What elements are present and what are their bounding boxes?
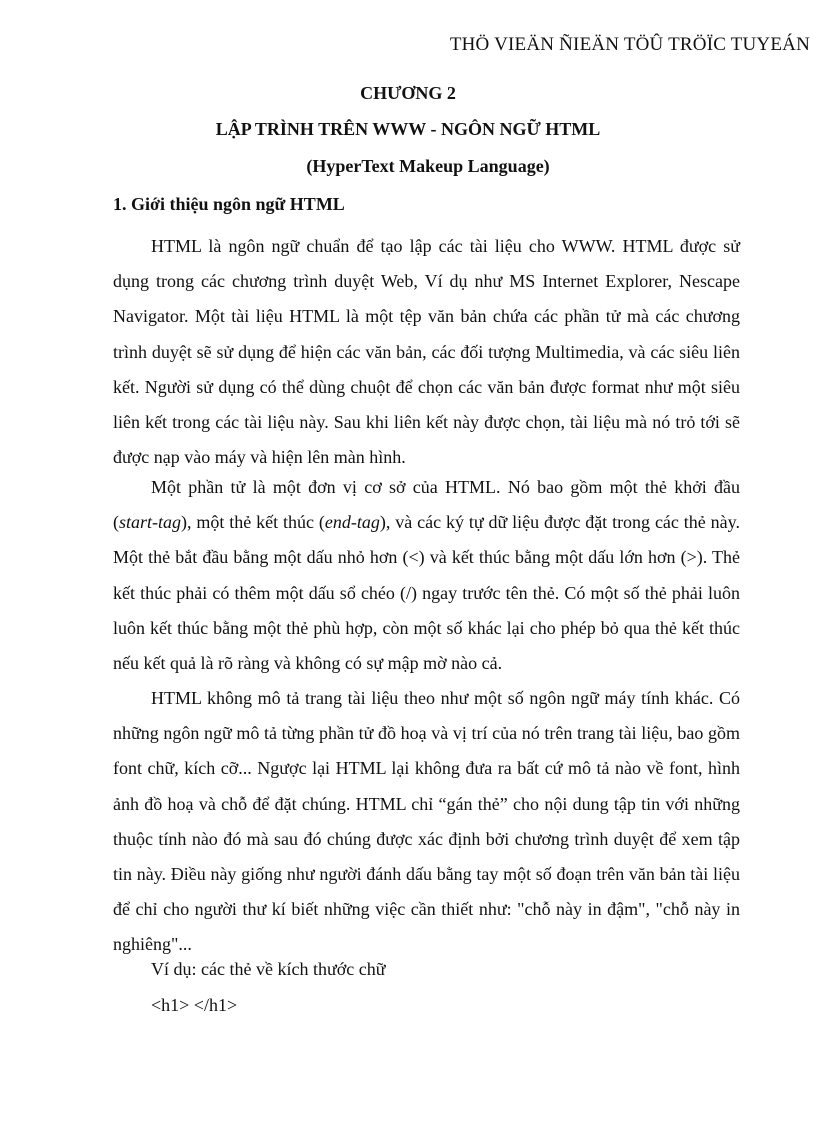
chapter-subtitle: (HyperText Makeup Language) <box>306 156 550 176</box>
section-heading: 1. Giới thiệu ngôn ngữ HTML <box>113 194 345 214</box>
start-tag-term: start-tag <box>119 512 182 533</box>
paragraph-elements-text-2: ), một thẻ kết thúc ( <box>181 512 325 533</box>
paragraph-elements-text-1: Một phần tử là một đơn vị cơ sở của HTML. Nó bao gồm một thẻ khởi đầu ( <box>113 477 740 533</box>
example-label: Ví dụ: các thẻ về kích thước chữ <box>151 959 386 979</box>
paragraph-description: HTML không mô tả trang tài liệu theo như một số ngôn ngữ máy tính khác. Có những ngôn ngữ mô tả từng phần tử đồ hoạ và vị trí của nó trên trang tài liệu, bao gồm font chữ, kích cỡ... Ngược lại HTML lại không đưa ra bất cứ mô tả nào về font, hình ảnh đồ hoạ và chỗ để đặt chúng. HTML chỉ “gán thẻ” cho nội dung tập tin với những thuộc tính nào đó mà sau đó chúng được xác định bởi chương trình duyệt để xem tập tin này. Điều này giống như người đánh dấu bằng tay một số đoạn trên văn bản tài liệu để chỉ cho người thư kí biết những việc cần thiết như: "chỗ này in đậm", "chỗ này in nghiêng"... <box>113 688 740 955</box>
running-header: THÖ VIEÄN ÑIEÄN TÖÛ TRÖÏC TUYEÁN <box>449 34 810 55</box>
chapter-number: CHƯƠNG 2 <box>360 83 456 103</box>
paragraph-intro: HTML là ngôn ngữ chuẩn để tạo lập các tài liệu cho WWW. HTML được sử dụng trong các chương trình duyệt Web, Ví dụ như MS Internet Explorer, Nescape Navigator. Một tài liệu HTML là một tệp văn bản chứa các phần tử mà các chương trình duyệt sẽ sử dụng để hiện các văn bản, các đối tượng Multimedia, và các siêu liên kết. Người sử dụng có thể dùng chuột để chọn các văn bản được format như một siêu liên kết trong các tài liệu này. Sau khi liên kết này được chọn, tài liệu mà nó trỏ tới sẽ được nạp vào máy và hiện lên màn hình. <box>113 236 740 468</box>
chapter-title: LẬP TRÌNH TRÊN WWW - NGÔN NGỮ HTML <box>215 119 601 139</box>
end-tag-term: end-tag <box>324 512 380 533</box>
example-code: <h1> </h1> <box>151 995 238 1015</box>
paragraph-elements <box>113 470 740 681</box>
paragraph-elements-text-3: ), và các ký tự dữ liệu được đặt trong các thẻ này. Một thẻ bắt đầu bằng một dấu nhỏ hơn (<) và kết thúc bằng một dấu lớn hơn (>). Thẻ kết thúc phải có thêm một dấu sổ chéo (/) ngay trước tên thẻ. Có một số thẻ phải luôn luôn kết thúc bằng một thẻ phù hợp, còn một số khác lại cho phép bỏ qua thẻ kết thúc nếu kết quả là rõ ràng và không có sự mập mờ nào cả. <box>113 512 740 674</box>
